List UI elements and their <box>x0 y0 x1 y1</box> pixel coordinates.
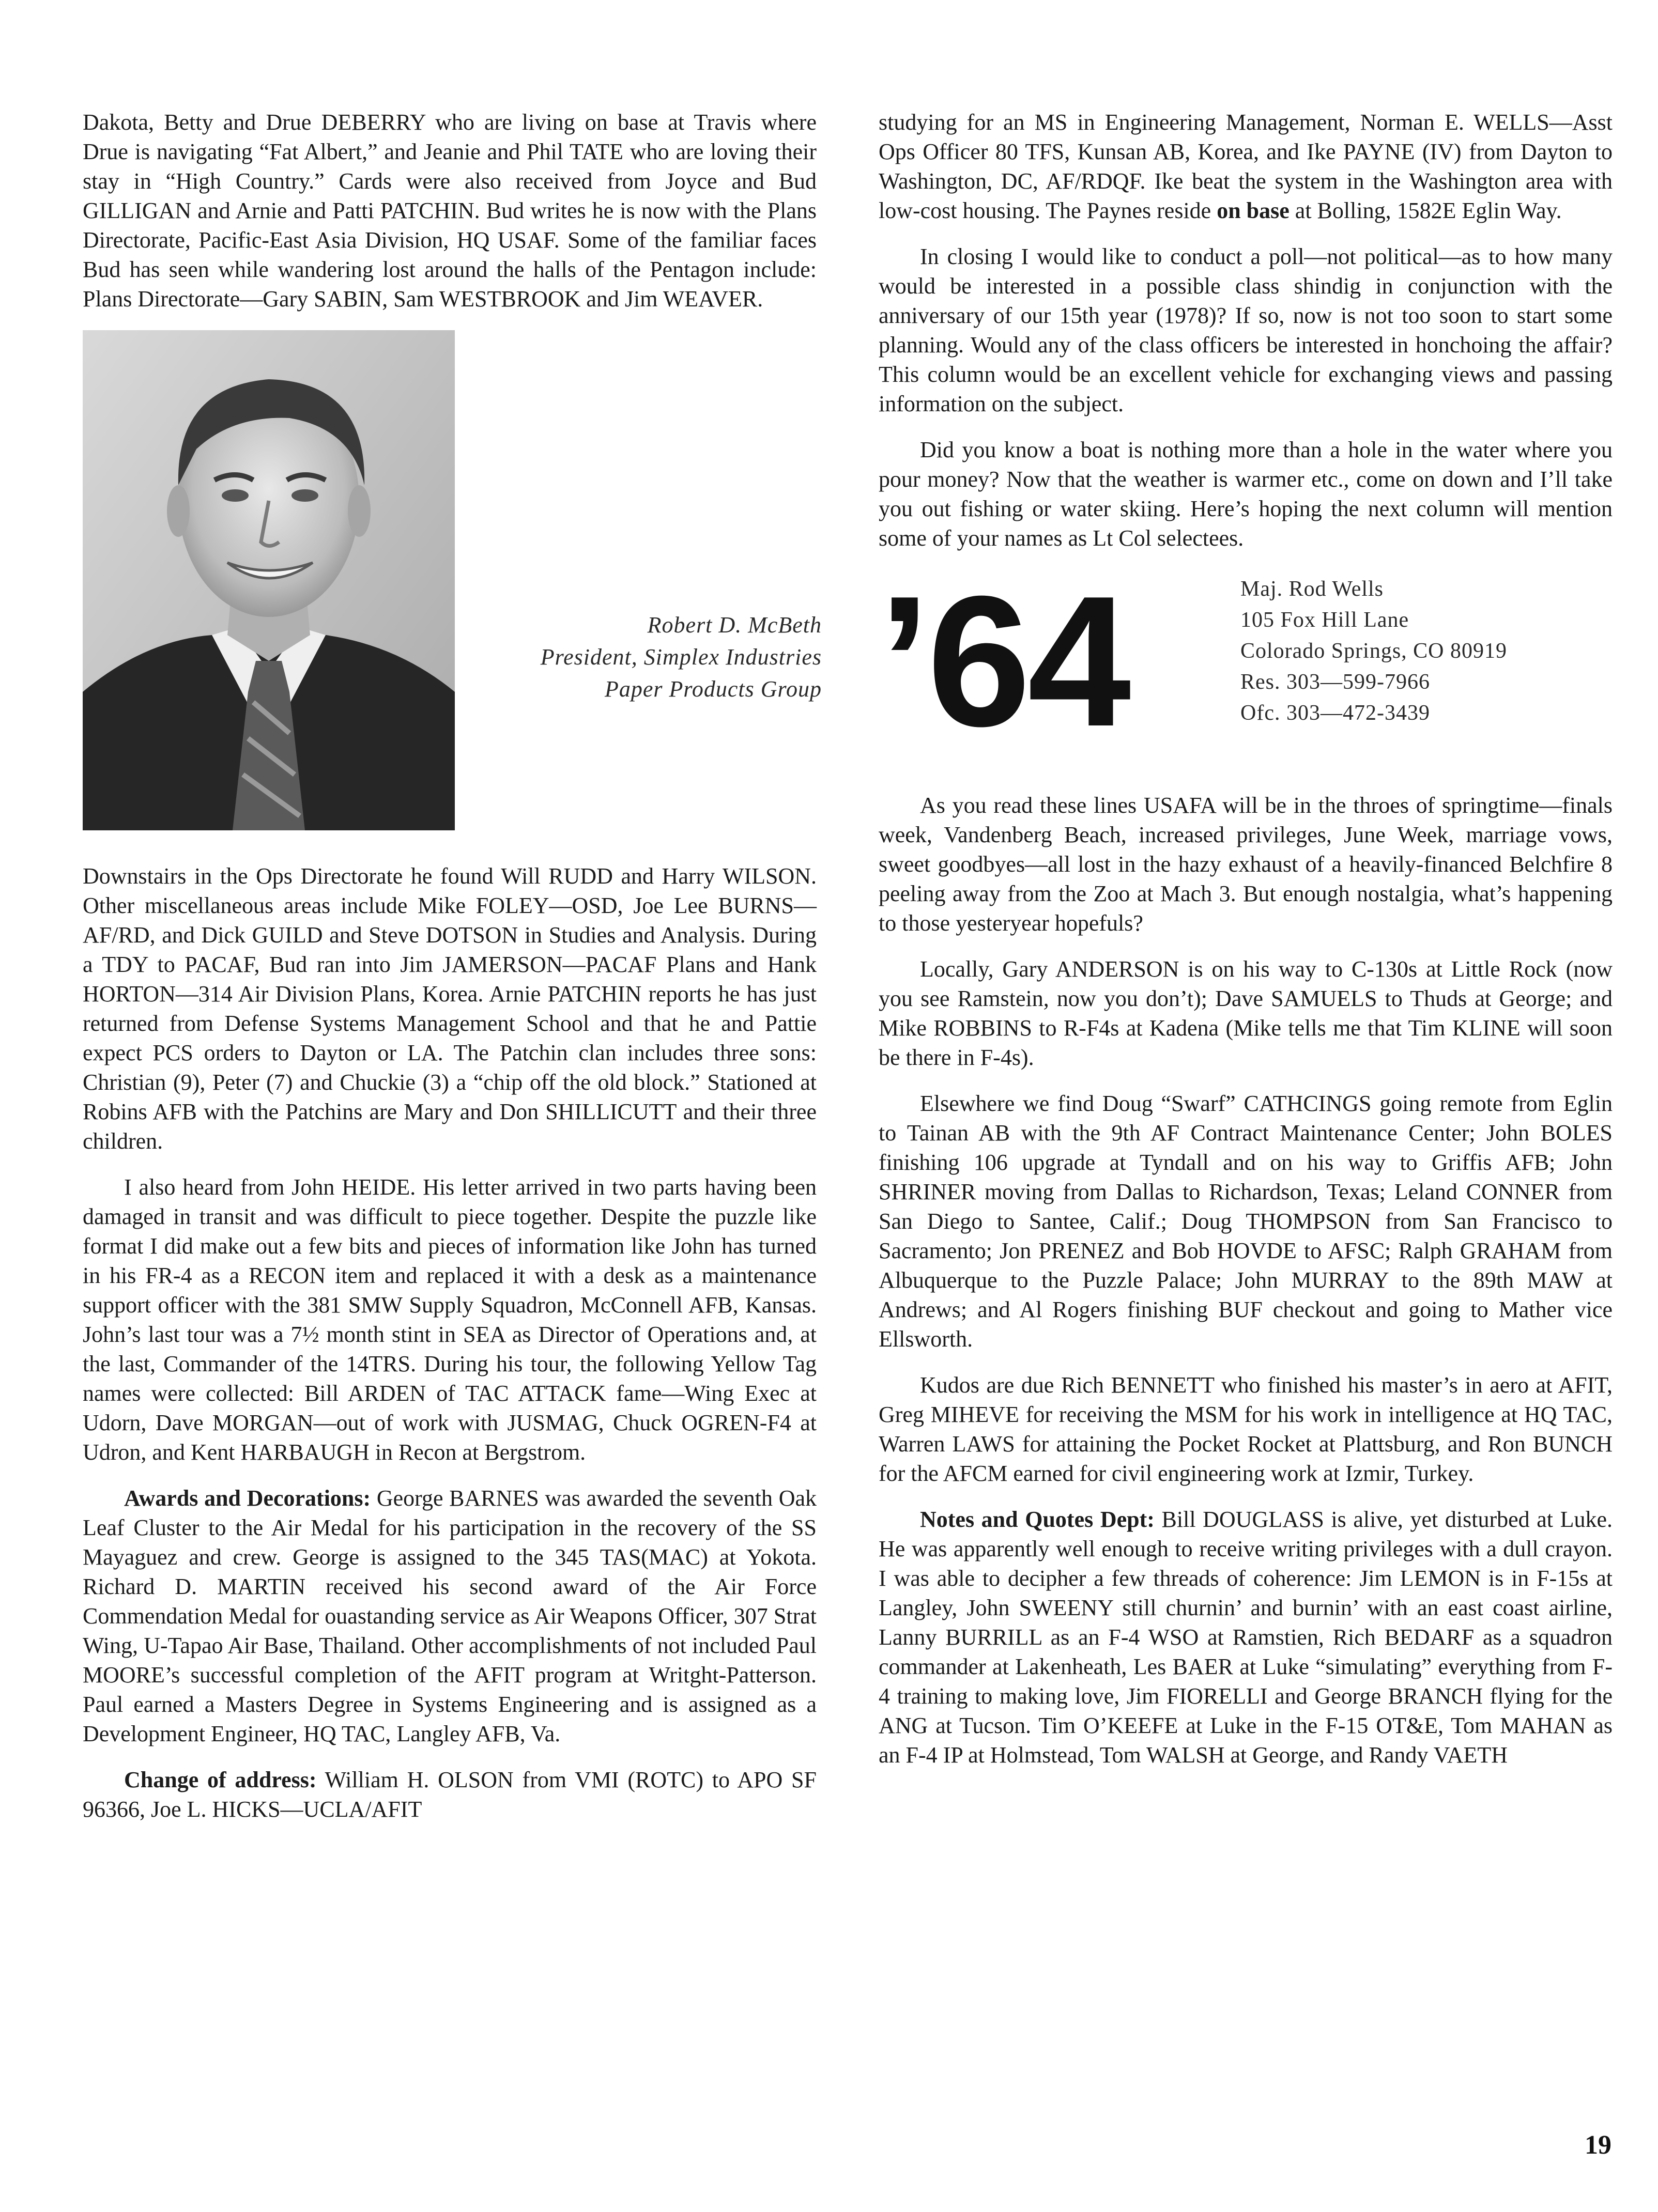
page-number: 19 <box>1585 2130 1611 2160</box>
right-paragraph-2: In closing I would like to conduct a poll—not political—as to how many would be interested in a possible class shindig in conjunction with the anniversary of our 15th year (1978)? If so, now is not too soon to start some planning. Would any of the class officers be interested in honchoing the affair? This column would be an excellent vehicle for exchanging views and passing information on the subject. <box>879 244 1613 416</box>
address-name: Maj. Rod Wells <box>1240 577 1384 601</box>
right-paragraph-3: Did you know a boat is nothing more than a hole in the water where you pour money? Now that the weather is warmer etc., come on down and I’ll take you out fishing or water skiing. Here’s hoping the next column will mention some of your names as Lt Col selectees. <box>879 437 1613 551</box>
right-paragraph-4: As you read these lines USAFA will be in the throes of springtime—finals week, Vandenberg Beach, increased privileges, June Week, marriage vows, sweet goodbyes—all lost in the hazy exhaust of a heavily-financed Belchfire 8 peeling away from the Zoo at Mach 3. But enough nostalgia, what’s happening to those yesteryear hopefuls? <box>879 793 1613 936</box>
left-paragraph-1: Dakota, Betty and Drue DEBERRY who are living on base at Travis where Drue is navigating “Fat Albert,” and Jeanie and Phil TATE who are loving their stay in “High Country.” Cards were also received from Joyce and Bud GILLIGAN and Arnie and Patti PATCHIN. Bud writes he is now with the Plans Directorate, Pacific-East Asia Division, HQ USAF. Some of the familiar faces Bud has seen while wandering lost around the halls of the Pentagon include: Plans Directorate—Gary SABIN, Sam WESTBROOK and Jim WEAVER. <box>83 110 817 312</box>
change-of-address-paragraph <box>83 1765 817 1824</box>
notes-and-quotes-text: Bill DOUGLASS is alive, yet disturbed at Luke. He was apparently well enough to receive writing privileges with a dull crayon. I was able to decipher a few threads of coherence: Jim LEMON is in F-15s at Langley, John SWEENY still churnin’ and burnin’ with an east coast airline, Lanny BURRILL as an F-4 WSO at Ramstien, Rich BEDARF as a squadron commander at Lakenheath, Les BAER at Luke “simulating” everything from F-4 training to making love, Jim FIORELLI and George BRANCH flying for the ANG at Tucson. Tim O’KEEFE at Luke in the F-15 OT&E, Tom MAHAN as an F-4 IP at Holmstead, Tom WALSH at George, and Randy VAETH <box>879 1507 1613 1768</box>
caption-name: Robert D. McBeth <box>647 612 822 638</box>
right-paragraph-7: Kudos are due Rich BENNETT who finished his master’s in aero at AFIT, Greg MIHEVE for receiving the MSM for his work in intelligence at HQ TAC, Warren LAWS for attaining the Pocket Rocket at Plattsburg, and Ron BUNCH for the AFCM earned for civil engineering work at Izmir, Turkey. <box>879 1372 1613 1486</box>
notes-and-quotes-paragraph <box>879 1505 1613 1770</box>
change-of-address-label: Change of address: <box>124 1767 317 1792</box>
caption-group: Paper Products Group <box>604 676 822 702</box>
photo-caption <box>465 609 822 705</box>
notes-and-quotes-label: Notes and Quotes Dept: <box>920 1507 1155 1532</box>
change-of-address-text: William H. OLSON from VMI (ROTC) to APO SF 96366, Joe L. HICKS—UCLA/AFIT <box>83 1767 817 1822</box>
left-column <box>83 107 822 1840</box>
class-of-64-header <box>879 558 1613 785</box>
portrait-photo <box>83 330 455 830</box>
portrait-figure <box>83 330 822 842</box>
left-paragraph-3: I also heard from John HEIDE. His letter arrived in two parts having been damaged in transit and was difficult to piece together. Despite the puzzle like format I did make out a few bits and pieces of information like John has turned in his FR-4 as a RECON item and replaced it with a desk as a maintenance support officer with the 381 SMW Supply Squadron, McConnell AFB, Kansas. John’s last tour was a 7½ month stint in SEA as Director of Operations and, at the last, Commander of the 14TRS. During his tour, the following Yellow Tag names were collected: Bill ARDEN of TAC ATTACK fame—Wing Exec at Udorn, Dave MORGAN—out of work with JUSMAG, Chuck OGREN-F4 at Udron, and Kent HARBAUGH in Recon at Bergstrom. <box>83 1174 817 1465</box>
right-paragraph-1-a: studying for an MS in Engineering Management, Norman E. WELLS—Asst Ops Officer 80 TFS, Kunsan AB, Korea, and Ike PAYNE (IV) from Dayton to Washington, DC, AF/RDQF. Ike beat the system in the Washington area with low-cost housing. The Paynes reside <box>879 110 1613 223</box>
address-street: 105 Fox Hill Lane <box>1240 608 1409 632</box>
right-paragraph-1-b: at Bolling, 1582E Eglin Way. <box>1289 198 1562 223</box>
awards-paragraph <box>83 1483 817 1749</box>
right-paragraph-1 <box>879 107 1613 225</box>
caption-title: President, Simplex Industries <box>540 644 822 670</box>
on-base-emphasis: on base <box>1217 198 1289 223</box>
address-city: Colorado Springs, CO 80919 <box>1240 639 1508 663</box>
address-res-phone: Res. 303—599-7966 <box>1240 670 1430 694</box>
address-ofc-phone: Ofc. 303—472-3439 <box>1240 701 1430 725</box>
right-paragraph-6: Elsewhere we find Doug “Swarf” CATHCINGS going remote from Eglin to Tainan AB with the 9th AF Contract Maintenance Center; John BOLES finishing 106 upgrade at Tyndall and on his way to Griffis AFB; John SHRINER moving from Dallas to Richardson, Texas; Leland CONNER from San Diego to Santee, Calif.; Doug THOMPSON from San Francisco to Sacramento; Jon PRENEZ and Bob HOVDE to AFSC; Ralph GRAHAM from Albuquerque to the Puzzle Palace; John MURRAY to the 89th MAW at Andrews; and Al Rogers finishing BUF checkout and going to Mather vice Ellsworth. <box>879 1091 1613 1352</box>
awards-text: George BARNES was awarded the seventh Oak Leaf Cluster to the Air Medal for his participation in the recovery of the SS Mayaguez and crew. George is assigned to the 345 TAS(MAC) at Yokota. Richard D. MARTIN received his second award of the Air Force Commendation Medal for ouastanding service as Air Weapons Officer, 307 Strat Wing, U-Tapao Air Base, Thailand. Other accomplishments of not included Paul MOORE’s successful completion of the AFIT program at Writght-Patterson. Paul earned a Masters Degree in Systems Engineering and is assigned as a Development Engineer, HQ TAC, Langley AFB, Va. <box>83 1486 817 1746</box>
left-paragraph-2: Downstairs in the Ops Directorate he found Will RUDD and Harry WILSON. Other miscellaneous areas include Mike FOLEY—OSD, Joe Lee BURNS—AF/RD, and Dick GUILD and Steve DOTSON in Studies and Analysis. During a TDY to PACAF, Bud ran into Jim JAMERSON—PACAF Plans and Hank HORTON—314 Air Division Plans, Korea. Arnie PATCHIN reports he has just returned from Defense Systems Management School and that he and Pattie expect PCS orders to Dayton or LA. The Patchin clan includes three sons: Christian (9), Peter (7) and Chuckie (3) a “chip off the old block.” Stationed at Robins AFB with the Patchins are Mary and Don SHILLICUTT and their three children. <box>83 863 817 1154</box>
awards-label: Awards and Decorations: <box>124 1486 371 1511</box>
class-secretary-address <box>1240 574 1613 729</box>
class-year: ’64 <box>879 558 1128 765</box>
right-paragraph-5: Locally, Gary ANDERSON is on his way to C-130s at Little Rock (now you see Ramstein, now you don’t); Dave SAMUELS to Thuds at George; and Mike ROBBINS to R-F4s at Kadena (Mike tells me that Tim KLINE will soon be there in F-4s). <box>879 956 1613 1070</box>
right-column <box>879 107 1613 1786</box>
